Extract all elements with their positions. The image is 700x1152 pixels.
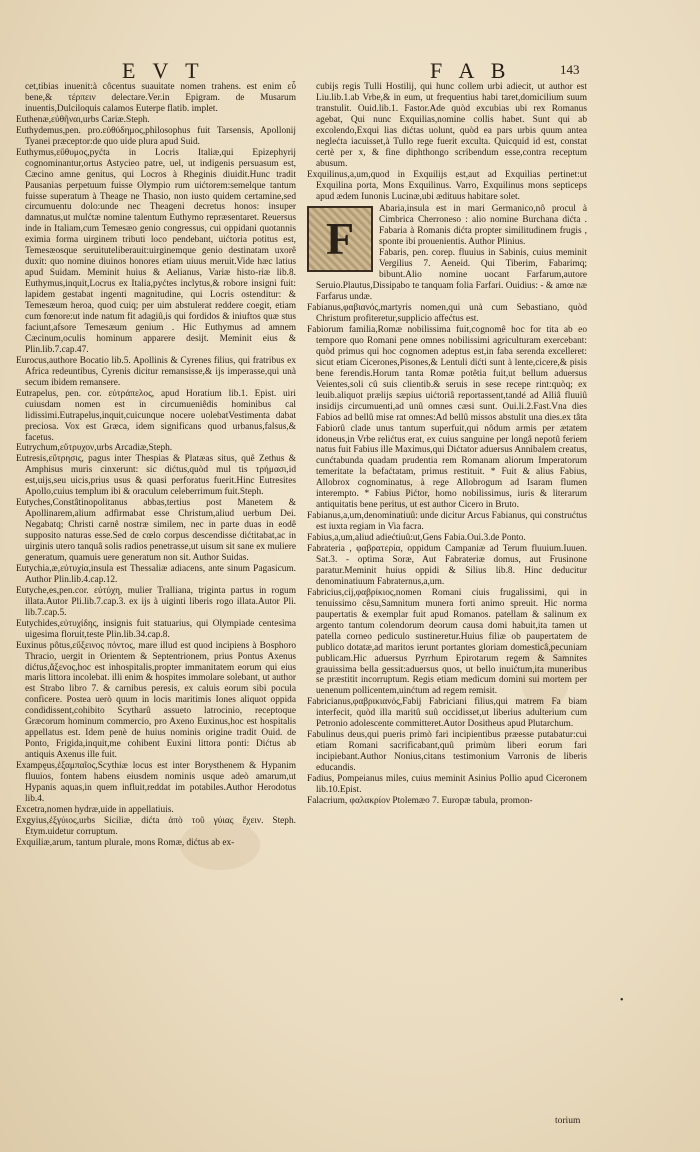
dictionary-entry: Eutyche,es,pen.cor. εὐτύχη, mulier Tralliana, triginta partus in rogum illata.Autor Pli.lib.7.cap.3. ex ijs à uiginti liberis rogo illata.Autor Pli. lib.7.cap.5. bbox=[16, 585, 296, 618]
dictionary-entry: Falacrium, φαλακρίον Ptolemæo 7. Europæ tabula, promon- bbox=[307, 795, 533, 806]
margin-mark: • bbox=[620, 995, 624, 1006]
dictionary-entry: Euxinus pôtus,εὔξεινος πόντος, mare illud est quod incipiens à Bosphoro Thracio, uergit in Orientem & Septentrionem, prius Pontus Axenus dićtus,ἄξενος,hoc est inhospitalis,propter immanitatem eorum qui eius maris littora incolebat. illi enim & hospites immolare solebant, ut author est Strabo libro 7. & carnibus peresis, ex caluis eorum sibi pocula conficere. Postea uerò quum in locis maritimis Iones aliquot oppida condidissent,cohibito Scytharû assueto latrocinio, receptoque Græcorum hominum commercio, pro Axeno Euxinus,hoc est hospitalis appellatus est. Idem penè de huius nominis origine tradit Ouid. de Ponto, Frigida,inquit,me cohibent Euxini littora ponti: Dićtus ab antiquis Axenus ille fuit. bbox=[16, 640, 296, 761]
dictionary-entry: cubijs regis Tulli Hostilij, qui hunc collem urbi adiecit, ut author est Liu.lib.1.ab Vrbe,& in eum, ut frequentius habi taret,domicilium suum transtulit. Ouid.lib.1. Fastor.Ade quòd excubias ubi rex Romanus agebat, Qui nunc Exquilias,nomine collis habet. Sunt qui ab excolendo,Exqui lias dićtas uolunt, quòd ea pars urbis quum antea neglećta iacuisset,à Tullo rege fuerit exculta. Quicquid id est, constat certè per x, & fine diphthongo scribendum esse,contra receptum abusum. bbox=[316, 82, 587, 169]
dictionary-entry: Exgyius,ἐξγύιος,urbs Siciliæ, dićta ἀπὸ τοῦ γύιας ἔχειν. Steph. Etym.uidetur corruptum. bbox=[16, 815, 296, 837]
dictionary-entry: Abaria,insula est in mari Germanico,nô procul à Cimbrica Cherroneso : alio nomine Burchana dićta . Fabaria à Romanis dićta propter similitudinem frugis , sponte ibi prouenientis. Author Plinius. bbox=[379, 204, 587, 248]
dropcap-initial: F bbox=[307, 206, 373, 272]
dictionary-entry: Fadius, Pompeianus miles, cuius meminit Asinius Pollio apud Ciceronem lib.10.Epist. bbox=[307, 774, 587, 795]
dictionary-entry: Eutresis,εὔτρησις, pagus inter Thespias & Platæas situs, quê Zethus & Amphisus muris cinxerunt: sic dićtus,quòd mul tis τρήμασι,id est,uijs,seu uicis,prius usus & quasi perforatus fuerit.Hinc Eutresites Apollo,cuius templum ibi & oraculum celeberrimum fuit.Steph. bbox=[16, 454, 296, 498]
dictionary-entry: Fabulinus deus,qui pueris primò fari incipientibus præesse putabatur:cui etiam Romani sacrificabant,quû primùm liberi eorum fari incipiebant.Author Nonius,citans testimonium Varronis de liberis educandis. bbox=[307, 730, 587, 774]
left-column bbox=[16, 82, 296, 849]
dictionary-entry: Fabaris, pen. corep. fluuius in Sabinis, cuius meminit Vergilius 7. Aeneid. Qui Tiberim, Fabarimq; bibunt.Alio nomine uocant Farfarum,autore Seruio.Plautus,Dissipabo te tanquam folia Farfari. Ouidius: - & amœ næ Farfarus undæ. bbox=[316, 248, 587, 303]
dictionary-entry: Fabius,a,um,aliud adiećtiuû:ut,Gens Fabia.Oui.3.de Ponto. bbox=[307, 533, 526, 544]
dictionary-entry: Fabianus,φαβιανός,martyris nomen,qui unà cum Sebastiano, quòd Christum profiteretur,supplicio affećtus est. bbox=[307, 303, 587, 325]
dictionary-entry: Euthenæ,εὐθῆναι,urbs Cariæ.Steph. bbox=[16, 114, 150, 125]
dictionary-entry: Eutyches,Constâtinopolitanus abbas,tertius post Manetem & Apollinarem,alium adfirmabat esse Christum,aliud uerbum Dei. Negabatq; Christi carnê nostræ similem, nec in parte duas in eodê supposito naturas esse.Sed de cœlo corpus descendisse dićtitabat,ac in uirginis utero tanquâ solis radios penetrasse,ut uisum sit sane ex muliere generatum, quamuis uere generatum non sit. Author Suidas. bbox=[16, 498, 296, 563]
dictionary-entry: Euthymus,εὔθυμος,pyćta in Locris Italiæ,qui Epizephyrij cognominantur,ortus Astycieo patre, uel, ut indigenis persuasum est, Cæcino amne genitus, qui Locros à Rheginis diuidit.Hunc tradit Pausanias perpetuum fuisse Olympio rum uićtorem:semelque tantum fuisse superatum à Theage ne Thasio, non iusto quidem certamine,sed circumuentu dolo:unde nec Theageni decretus honos: insuper damnatus,ut mulćtæ nomine talentum Euthymo repræsentaret. Reuersus inde in Italiam,cum Temesæo genio congressus, cui oppidani quotannis eximia forma uirginem tributi loco pendebant, uićtoria potitus est, Temesæosque seruituteliberauit:uirginemque genio destinatam uxorê duxit: quo nomine diuinos honores etiam uiuus meruit.Vide hæc latius apud Suidam. Meminit huius & Aelianus, Variæ histo-riæ lib.8. Euthymus,inquit,Locrus ex Italia,pyćtes inclytus,& robore insigni fuit: lapidem gestabat ingenti magnitudine, qui Locris ostenditur: & Temesæum heroa, quod cuiq; per uim abstulerat reddere coegit, etiam cum fœnore:ut inde natum fit adagiû,is qui fordidos & iniuftos quæ stus faciunt,afsore Temesæum genium . Hic Euthymus ad amnem Cæcinum,oculis hominum apparere desijt. Meminit eius & Plin.lib.7.cap.47. bbox=[16, 147, 296, 355]
dictionary-entry: Eutychia,æ,εὐτυχία,insula est Thessaliæ adiacens, ante sinum Pagasicum. Author Plin.lib.4.cap.12. bbox=[16, 563, 296, 585]
header-right-word: F A B bbox=[430, 58, 512, 83]
dictionary-entry: cet,tibias inuenit:à côcentus suauitate nomen trahens. est enim εὖ bene,& τέρπειν delectare.Ver.in Epigram. de Musarum inuentis,Dulciloquis calamos Euterpe flatib. implet. bbox=[25, 82, 296, 114]
dictionary-entry: Fabrateria , φαβρατερία, oppidum Campaniæ ad Terum fluuium.Iuuen. Sat.3. - optima Soræ, Aut Fabrateriæ domus, aut Frusinone paratur.Meminit huius oppidi & Silius lib.8. Hinc deducitur denominatiuum Fabraternus,a,um. bbox=[307, 544, 587, 587]
dictionary-entry: Excetra,nomen hydræ,uide in appellatiuis. bbox=[16, 804, 174, 815]
dictionary-entry: Exampęus,ἐξαμπαῖος,Scythiæ locus est inter Borysthenem & Hypanim fluuios, fontem habens eiusdem nominis usque adeò amarum,ut Hypanis aquas,in quem influit,reddat im potabiles.Author Herodotus lib.4. bbox=[16, 761, 296, 804]
right-column bbox=[307, 82, 587, 807]
dictionary-entry: Fabiorum familia,Romæ nobilissima fuit,cognomê hoc for tita ab eo tempore quo Romani pene omnes nobilissimi agriculturam exercebant: quòd primus qui hoc cognomen adeptus est,in faba serenda excelleret: sicut etiam Cicerones,Pisones,& Lentuli dićti sunt à lente,cicere,& pisis bene ferendis.Horum tanta Romæ potêtia fuit,ut bellum aduersus Veientes,soli cû suis clientib.& seruis in sese recepe rint:quòq; ex leuib.aliquot prælijs sæpius uićtoriâ reportassent,tandé ad Alliâ fluuiû insidijs circumuenti,ad unû omnes cæsi sunt. Oui.li.2.Fast.Vna dies Fabios ad bellû mise rat omnes:Ad bellû missos abstulit una dies.ex tâta Fabiorû clade unus tantum superfuit,qui nôdum armis per ætatem idoneus,in Vrbe relićtus erat, ex cuius sanguine per longâ nepotû feriem natus fuit Fabius ille Maximus,qui Dićtator aduersus Annibalem creatus, cunćtabunda quadam prudentia rem Romanam aliorum Imperatorum temeritate la befaćtatam, primus restituit. * Fuit & alius Fabius, Allobrox cognominatus, à rege Allobrogum ad Isaram flumen interempto. * Fabius Pićtor, homo nobilissimus, iuris & literarum antiquitatis bene peritus, ut est author Cicero in Bruto. bbox=[307, 324, 587, 511]
dictionary-entry: Eutychides,εὐτυχίδης, insignis fuit statuarius, qui Olympiade centesima uigesima floruit,teste Plin.lib.34.cap.8. bbox=[16, 618, 296, 640]
dictionary-entry: Euthydemus,pen. pro.εὐθύδημος,philosophus fuit Tarsensis, Apollonij Tyanei præceptor:de quo uide plura apud Suid. bbox=[16, 125, 296, 147]
dropcap-block bbox=[307, 204, 587, 303]
right-column-bottom bbox=[307, 303, 587, 807]
header-left-word: E V T bbox=[122, 58, 205, 83]
page-number: 143 bbox=[560, 62, 580, 77]
dictionary-entry: Fabianus,a,um,denominatiuû: unde dicitur Arcus Fabianus, qui construćtus est iuxta regiam in Via facra. bbox=[307, 511, 587, 533]
dictionary-entry: Fabricius,cij,φαβρίκιος,nomen Romani ciuis frugalissimi, qui in tenuissimo cêsu,Samnitum munera forti animo spreuit. Hic norma paupertatis & exemplar fuit apud Romanos. patellam & salinum ex argento tantum colendorum deorum causa domi habuit,ita tamen ut patella corneo pediculo sustineretur.Huius filiæ ob paupertatem de publico dotatæ,ad maritos ierunt portantes gloriam domesticâ,pecuniam publicam.Hic aduersus Pyrrhum Epirotarum regem & Samnites grauissima bella gessit:aduersus quos, ut bello inuićtum,ita muneribus se præstitit incorruptum. Regis etiam medicum domini sui mortem per uenenum pollicentem,uinćtum ad regem remisit. bbox=[307, 587, 587, 697]
dictionary-entry: Exquiliæ,arum, tantum plurale, mons Romæ, dićtus ab ex- bbox=[16, 837, 235, 848]
right-column-top bbox=[307, 82, 587, 202]
dictionary-entry: Fabricianus,φαβρικιανός,Fabij Fabriciani filius,qui matrem Fa biam interfecit, quòd illa maritû suû occidisset,ut liberius adulterium cum Petronio adolescente committeret.Autor Dositheus apud Plutarchum. bbox=[307, 697, 587, 730]
catchword: torium bbox=[555, 1116, 581, 1126]
dictionary-entry: Eutrapelus, pen. cor. εὐτράπελος, apud Horatium lib.1. Epist. uiri cuiusdam nomen est in circumueniêdis hominibus cal lidissimi.Eutrapelus,inquit,cuicunque nocere uolebatVestimenta dabat preciosa. Vox est Græca, idem significans quod urbanus,falsus,& facetus. bbox=[16, 388, 296, 443]
dictionary-entry: Eutrychum,εὔτρυχον,urbs Arcadiæ,Steph. bbox=[16, 443, 173, 454]
dictionary-entry: Eurocus,authore Bocatio lib.5. Apollinis & Cyrenes filius, qui fratribus ex Africa redeuntibus, Cyrenis dicitur remansisse,& ijs imperasse,qui unà secum ibidem remansere. bbox=[16, 355, 296, 388]
running-header bbox=[0, 58, 700, 82]
dictionary-entry: Exquilinus,a,um,quod in Exquilijs est,aut ad Exquilias pertinet:ut Exquilina porta, Mons Exquilinus. Varro, Exquilinus mons septiceps apud ædem Iunonis Lucinæ,ubi ædituus habitare solet. bbox=[307, 169, 587, 202]
